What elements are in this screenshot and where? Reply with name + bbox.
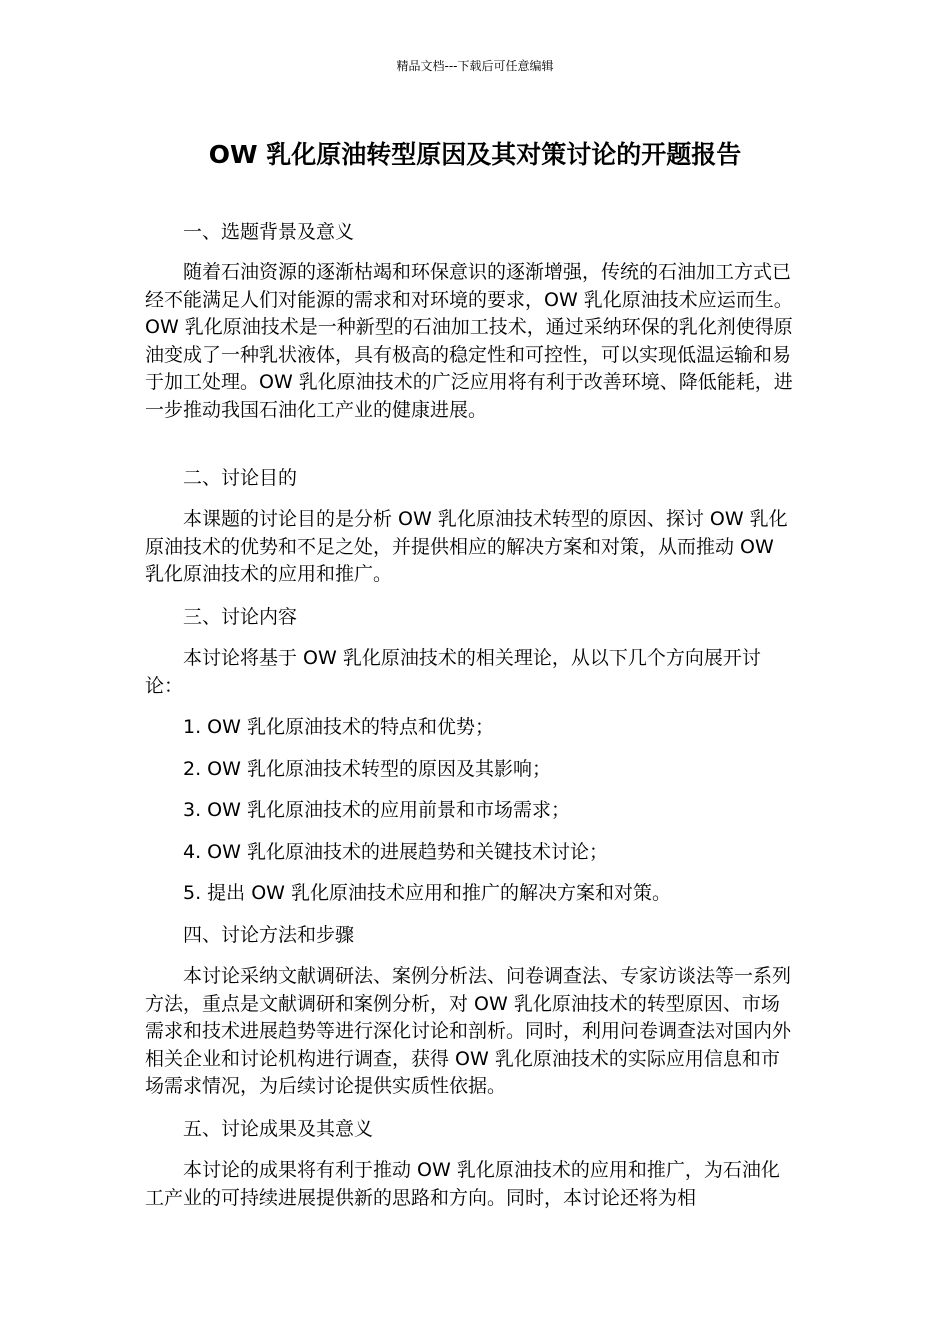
list-item-1 [145, 714, 797, 742]
paragraph: 随着石油资源的逐渐枯竭和环保意识的逐渐增强，传统的石油加工方式已经不能满足人们对能源的需求和对环境的要求，OW 乳化原油技术应运而生。OW 乳化原油技术是一种新型的石油加工技术，通过采纳环保的乳化剂使得原油变成了一种乳状液体，具有极高的稳定性和可控性，可以实现低温运输和易于加工处理。OW 乳化原油技术的广泛应用将有利于改善环境、降低能耗，进一步推动我国石油化工产业的健康进展。 [145, 261, 793, 421]
section-heading: 一、选题背景及意义 [183, 221, 355, 243]
page-header-note: 精品文档---下载后可任意编辑 [396, 59, 554, 73]
paragraph: 本讨论将基于 OW 乳化原油技术的相关理论，从以下几个方向展开讨论： [145, 647, 761, 697]
section-1-body [145, 259, 797, 424]
list-item: 3. OW 乳化原油技术的应用前景和市场需求； [183, 799, 570, 821]
paragraph: 本讨论采纳文献调研法、案例分析法、问卷调查法、专家访谈法等一系列方法，重点是文献调研和案例分析，对 OW 乳化原油技术的转型原因、市场需求和技术进展趋势等进行深化讨论和剖析。同时，利用问卷调查法对国内外相关企业和讨论机构进行调查，获得 OW 乳化原油技术的实际应用信息和市场需求情况，为后续讨论提供实质性依据。 [145, 965, 792, 1097]
paragraph: 本讨论的成果将有利于推动 OW 乳化原油技术的应用和推广，为石油化工产业的可持续进展提供新的思路和方向。同时，本讨论还将为相 [145, 1159, 780, 1209]
list-item: 4. OW 乳化原油技术的进展趋势和关键技术讨论； [183, 841, 608, 863]
section-3-body [145, 645, 797, 700]
list-item-3 [145, 797, 797, 825]
section-heading: 三、讨论内容 [183, 606, 298, 628]
section-4-heading [145, 922, 797, 950]
section-5-body [145, 1157, 797, 1212]
section-1-heading [145, 219, 797, 247]
list-item: 1. OW 乳化原油技术的特点和优势； [183, 716, 494, 738]
list-item: 2. OW 乳化原油技术转型的原因及其影响； [183, 758, 551, 780]
section-2-body [145, 506, 797, 589]
section-4-body [145, 963, 797, 1101]
section-heading: 五、讨论成果及其意义 [183, 1118, 374, 1140]
section-heading: 二、讨论目的 [183, 467, 298, 489]
list-item-5 [145, 880, 797, 908]
document-title: OW 乳化原油转型原因及其对策讨论的开题报告 [208, 140, 742, 169]
list-item: 5. 提出 OW 乳化原油技术应用和推广的解决方案和对策。 [183, 882, 671, 904]
section-3-heading [145, 604, 797, 632]
section-heading: 四、讨论方法和步骤 [183, 924, 355, 946]
list-item-2 [145, 756, 797, 784]
paragraph: 本课题的讨论目的是分析 OW 乳化原油技术转型的原因、探讨 OW 乳化原油技术的优势和不足之处，并提供相应的解决方案和对策，从而推动 OW 乳化原油技术的应用和推广。 [145, 508, 788, 585]
section-5-heading [145, 1116, 797, 1144]
section-2-heading [145, 465, 797, 493]
list-item-4 [145, 839, 797, 867]
